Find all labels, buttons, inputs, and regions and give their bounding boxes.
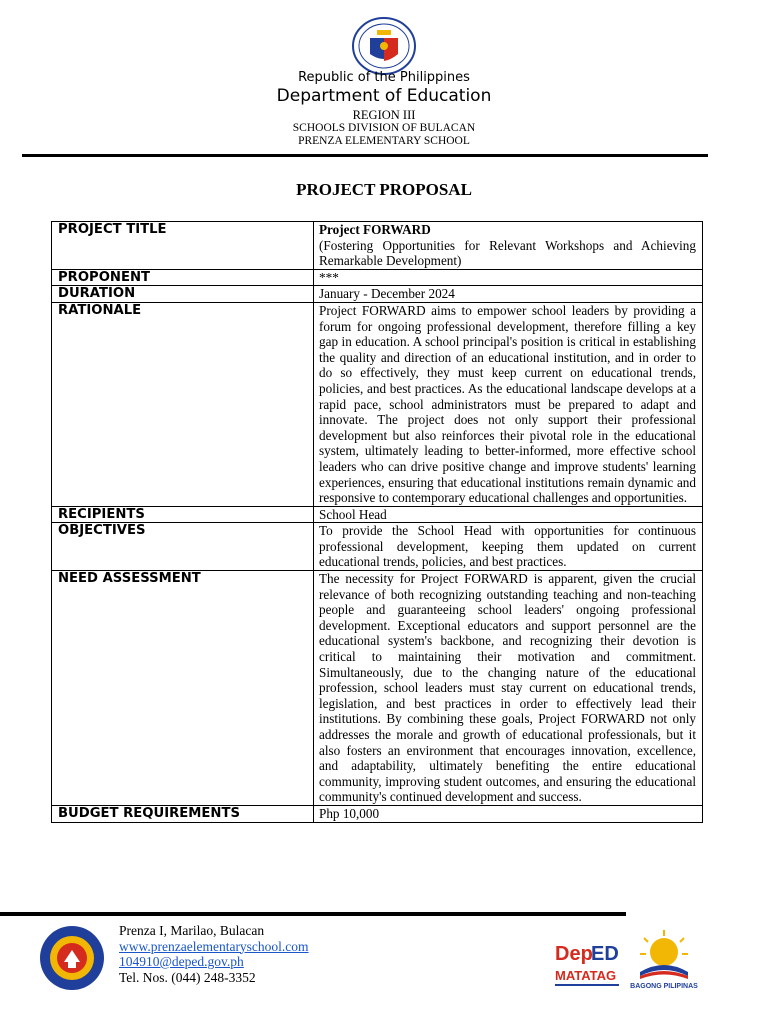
row-need-assessment <box>52 571 703 806</box>
value-objectives: To provide the School Head with opportunities for continuous professional development, keeping them updated on current educational trends, policies, and best practices. <box>314 523 703 571</box>
row-rationale <box>52 302 703 506</box>
school-logo <box>38 924 106 992</box>
deped-matatag-logo <box>553 934 621 992</box>
value-duration: January - December 2024 <box>314 286 703 303</box>
svg-text:ED: ED <box>591 943 619 965</box>
svg-text:BAGONG PILIPINAS: BAGONG PILIPINAS <box>630 983 698 990</box>
value-recipients: School Head <box>314 506 703 523</box>
label-need-assessment: NEED ASSESSMENT <box>52 571 314 806</box>
value-budget: Php 10,000 <box>314 805 703 822</box>
row-project-title <box>52 222 703 270</box>
label-budget: BUDGET REQUIREMENTS <box>52 805 314 822</box>
label-project-title: PROJECT TITLE <box>52 222 314 270</box>
footer-contact <box>119 923 309 985</box>
footer-email-link[interactable]: 104910@deped.gov.ph <box>119 954 244 969</box>
document-title: PROJECT PROPOSAL <box>296 180 472 199</box>
value-rationale: Project FORWARD aims to empower school leaders by providing a forum for ongoing professional development, therefore filling a key gap in education. A school principal's position is critical in establishing the quality and direction of an educational institution, and in order to do so effectively, they must keep current on educational trends, policies, and best practices. As the educational landscape develops at a rapid pace, school administrators must be prepared to adapt and innovate. The project does not only support their professional development but also reinforces their pivotal role in the educational system, ultimately leading to better-informed, more effective school leaders who can drive positive change and improve students' learning experiences, ensuring that educational institutions remain dynamic and responsive to contemporary educational challenges and opportunities. <box>314 302 703 506</box>
bagong-pilipinas-logo <box>628 928 700 990</box>
project-name: Project FORWARD <box>319 222 431 237</box>
deped-seal-logo <box>350 16 418 76</box>
header-region: REGION III <box>352 108 416 122</box>
svg-text:MATATAG: MATATAG <box>555 968 617 983</box>
label-duration: DURATION <box>52 286 314 303</box>
row-duration <box>52 286 703 303</box>
header-school: PRENZA ELEMENTARY SCHOOL <box>298 135 470 147</box>
svg-text:Dep: Dep <box>555 943 593 965</box>
header-divider <box>22 154 708 157</box>
footer-website-link[interactable]: www.prenzaelementaryschool.com <box>119 938 309 954</box>
header-department: Department of Education <box>276 86 492 106</box>
footer-telephone: Tel. Nos. (044) 248-3352 <box>119 969 256 985</box>
project-subtitle: (Fostering Opportunities for Relevant Workshops and Achieving Remarkable Development) <box>319 237 696 269</box>
row-objectives <box>52 523 703 571</box>
header-division: SCHOOLS DIVISION OF BULACAN <box>292 122 476 134</box>
proposal-table <box>51 221 703 823</box>
value-need-assessment: The necessity for Project FORWARD is apparent, given the crucial relevance of both recognizing outstanding teaching and non-teaching people and guaranteeing school leaders' ongoing professional development. Exceptional educators and support personnel are the educational system's backbone, and recognizing their devotion is critical to maintaining their motivation and commitment. Simultaneously, due to the changing nature of the educational profession, school leaders must stay current on educational trends, legislation, and best practices in order to effectively lead their institutions. By combining these goals, Project FORWARD not only addresses the morale and growth of educational professionals, but it also fosters an environment that encourages innovation, excellence, and adaptability, ultimately benefiting the entire educational community, improving student outcomes, and ensuring the educational community's continued development and success. <box>314 571 703 806</box>
label-objectives: OBJECTIVES <box>52 523 314 571</box>
label-rationale: RATIONALE <box>52 302 314 506</box>
row-recipients <box>52 506 703 523</box>
row-budget <box>52 805 703 822</box>
row-proponent <box>52 269 703 286</box>
label-proponent: PROPONENT <box>52 269 314 286</box>
value-proponent: *** <box>314 269 703 286</box>
footer-divider <box>0 912 626 916</box>
header-republic: Republic of the Philippines <box>298 70 470 85</box>
label-recipients: RECIPIENTS <box>52 506 314 523</box>
value-project-title <box>314 222 703 270</box>
footer-address: Prenza I, Marilao, Bulacan <box>119 923 265 938</box>
